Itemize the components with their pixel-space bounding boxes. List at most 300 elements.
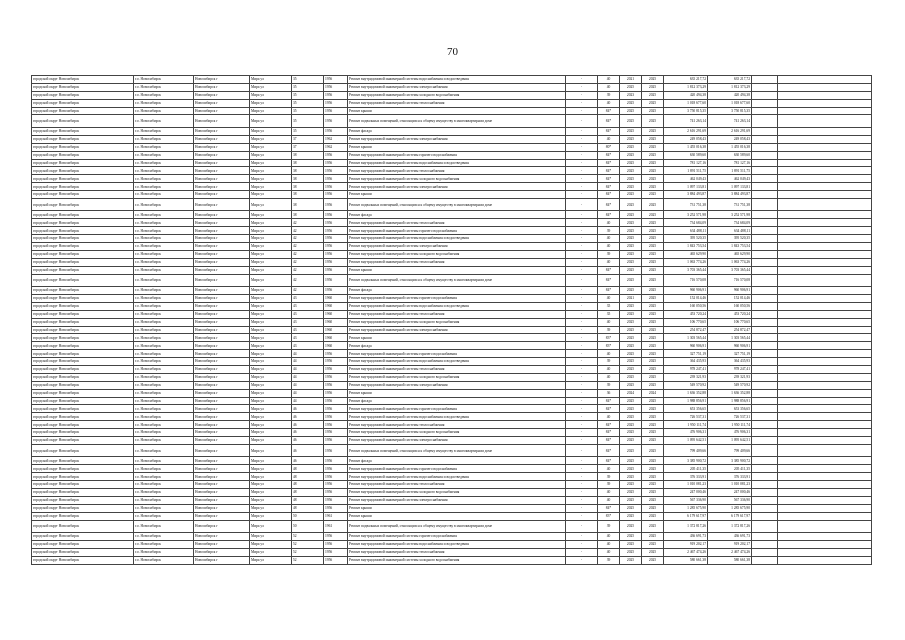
street-cell: Мира ул [250, 358, 292, 366]
municipality-cell: городской округ Новосибирск [32, 548, 134, 556]
district-cell: г.о. Новосибирск [134, 342, 194, 350]
municipality-cell: городской округ Новосибирск [32, 127, 134, 135]
term-cell: 39 [598, 358, 620, 366]
table-row [32, 444, 872, 457]
extra-cell-b [778, 250, 872, 258]
district-cell: г.о. Новосибирск [134, 381, 194, 389]
house-cell: 43 [292, 318, 324, 326]
term-cell: 40 [598, 533, 620, 541]
street-cell: Мира ул [250, 198, 292, 211]
house-cell: 38 [292, 191, 324, 199]
district-cell: г.о. Новосибирск [134, 350, 194, 358]
district-cell: г.о. Новосибирск [134, 143, 194, 151]
extra-cell-a [752, 159, 778, 167]
district-cell: г.о. Новосибирск [134, 473, 194, 481]
house-cell: 52 [292, 540, 324, 548]
work-type-cell: Ремонт внутридомовой инженерной системы горячего водоснабжения [348, 465, 566, 473]
term-cell: 40 [598, 540, 620, 548]
municipality-cell: городской округ Новосибирск [32, 473, 134, 481]
dash-cell: - [566, 135, 598, 143]
street-cell: Мира ул [250, 135, 292, 143]
extra-cell-a [752, 437, 778, 445]
municipality-cell: городской округ Новосибирск [32, 250, 134, 258]
extra-cell-b [778, 310, 872, 318]
street-cell: Мира ул [250, 127, 292, 135]
year-to-cell: 2025 [642, 151, 664, 159]
extra-cell-b [778, 540, 872, 548]
municipality-cell: городской округ Новосибирск [32, 266, 134, 274]
year-built-cell: 1956 [324, 540, 348, 548]
district-cell: г.о. Новосибирск [134, 540, 194, 548]
district-cell: г.о. Новосибирск [134, 481, 194, 489]
year-from-cell: 2025 [620, 465, 642, 473]
extra-cell-b [778, 366, 872, 374]
table-row [32, 127, 872, 135]
cost-cell: 205 411,35 [664, 465, 708, 473]
municipality-cell: городской округ Новосибирск [32, 444, 134, 457]
district-cell: г.о. Новосибирск [134, 548, 194, 556]
term-cell: 84* [598, 107, 620, 115]
work-type-cell: Ремонт внутридомовой инженерной системы водоснабжения и водоотведения [348, 473, 566, 481]
extra-cell-a [752, 266, 778, 274]
city-cell: Новосибирск г [194, 556, 250, 564]
term-cell: 39 [598, 381, 620, 389]
cost-total-cell: 3 750 815,35 [708, 107, 752, 115]
street-cell: Мира ул [250, 318, 292, 326]
city-cell: Новосибирск г [194, 405, 250, 413]
term-cell: 84* [598, 457, 620, 465]
cost-total-cell: 978 247,41 [708, 366, 752, 374]
house-cell: 38 [292, 175, 324, 183]
cost-cell: 726 537,31 [664, 413, 708, 421]
cost-total-cell: 653 356,65 [708, 405, 752, 413]
house-cell: 46 [292, 444, 324, 457]
term-cell: 83* [598, 334, 620, 342]
extra-cell-b [778, 465, 872, 473]
year-built-cell: 1956 [324, 191, 348, 199]
year-from-cell: 2025 [620, 504, 642, 512]
term-cell: 84* [598, 191, 620, 199]
year-built-cell: 1960 [324, 310, 348, 318]
cost-cell: 376 333,91 [664, 473, 708, 481]
term-cell: 83* [598, 512, 620, 520]
table-row [32, 167, 872, 175]
year-built-cell: 1956 [324, 533, 348, 541]
extra-cell-b [778, 143, 872, 151]
year-to-cell: 2025 [642, 373, 664, 381]
street-cell: Мира ул [250, 287, 292, 295]
dash-cell: - [566, 437, 598, 445]
municipality-cell: городской округ Новосибирск [32, 91, 134, 99]
term-cell: 39 [598, 473, 620, 481]
work-type-cell: Ремонт подвальных помещений, относящихся к общему имуществу в многоквартирном доме [348, 198, 566, 211]
work-type-cell: Ремонт внутридомовой инженерной системы водоснабжения и водоотведения [348, 302, 566, 310]
dash-cell: - [566, 465, 598, 473]
cost-total-cell: 549 570,92 [708, 381, 752, 389]
extra-cell-b [778, 405, 872, 413]
district-cell: г.о. Новосибирск [134, 91, 194, 99]
city-cell: Новосибирск г [194, 99, 250, 107]
district-cell: г.о. Новосибирск [134, 465, 194, 473]
extra-cell-a [752, 481, 778, 489]
dash-cell: - [566, 310, 598, 318]
term-cell: 84* [598, 504, 620, 512]
year-from-cell: 2025 [620, 350, 642, 358]
city-cell: Новосибирск г [194, 115, 250, 128]
table-row [32, 266, 872, 274]
municipality-cell: городской округ Новосибирск [32, 405, 134, 413]
street-cell: Мира ул [250, 481, 292, 489]
table-row [32, 481, 872, 489]
work-type-cell: Ремонт внутридомовой инженерной системы теплоснабжения [348, 258, 566, 266]
work-type-cell: Ремонт внутридомовой инженерной системы холодного водоснабжения [348, 175, 566, 183]
dash-cell: - [566, 219, 598, 227]
cost-cell: 6 179 617,97 [664, 512, 708, 520]
extra-cell-b [778, 488, 872, 496]
house-cell: 35 [292, 99, 324, 107]
year-built-cell: 1956 [324, 83, 348, 91]
term-cell: 40 [598, 243, 620, 251]
municipality-cell: городской округ Новосибирск [32, 413, 134, 421]
house-cell: 42 [292, 258, 324, 266]
work-type-cell: Ремонт крыши [348, 389, 566, 397]
cost-total-cell: 476 906,31 [708, 429, 752, 437]
municipality-cell: городской округ Новосибирск [32, 76, 134, 84]
house-cell: 44 [292, 397, 324, 405]
year-from-cell: 2025 [620, 444, 642, 457]
year-to-cell: 2025 [642, 135, 664, 143]
year-to-cell: 2025 [642, 429, 664, 437]
year-from-cell: 2025 [620, 310, 642, 318]
year-from-cell: 2025 [620, 250, 642, 258]
municipality-cell: городской округ Новосибирск [32, 496, 134, 504]
district-cell: г.о. Новосибирск [134, 107, 194, 115]
dash-cell: - [566, 421, 598, 429]
cost-cell: 731 751,38 [664, 198, 708, 211]
extra-cell-a [752, 143, 778, 151]
year-from-cell: 2025 [620, 107, 642, 115]
extra-cell-a [752, 405, 778, 413]
year-from-cell: 2025 [620, 397, 642, 405]
extra-cell-a [752, 473, 778, 481]
dash-cell: - [566, 488, 598, 496]
street-cell: Мира ул [250, 83, 292, 91]
year-built-cell: 1956 [324, 413, 348, 421]
table-row [32, 310, 872, 318]
table-row [32, 227, 872, 235]
year-built-cell: 1956 [324, 504, 348, 512]
cost-total-cell: 960 906,91 [708, 342, 752, 350]
extra-cell-a [752, 457, 778, 465]
year-from-cell: 2025 [620, 175, 642, 183]
year-to-cell: 2025 [642, 258, 664, 266]
year-to-cell: 2025 [642, 405, 664, 413]
work-type-cell: Ремонт внутридомовой инженерной системы теплоснабжения [348, 219, 566, 227]
dash-cell: - [566, 556, 598, 564]
municipality-cell: городской округ Новосибирск [32, 350, 134, 358]
cost-total-cell: 960 906,91 [708, 287, 752, 295]
municipality-cell: городской округ Новосибирск [32, 556, 134, 564]
house-cell: 48 [292, 473, 324, 481]
house-cell: 38 [292, 183, 324, 191]
work-type-cell: Ремонт внутридомовой инженерной системы теплоснабжения [348, 366, 566, 374]
house-cell: 35 [292, 107, 324, 115]
cost-cell: 1 988 856,91 [664, 397, 708, 405]
house-cell: 42 [292, 287, 324, 295]
cost-cell: 2 616 291,69 [664, 127, 708, 135]
year-to-cell: 2025 [642, 481, 664, 489]
year-built-cell: 1960 [324, 334, 348, 342]
street-cell: Мира ул [250, 437, 292, 445]
city-cell: Новосибирск г [194, 533, 250, 541]
year-built-cell: 1956 [324, 219, 348, 227]
city-cell: Новосибирск г [194, 366, 250, 374]
year-built-cell: 1956 [324, 151, 348, 159]
cost-cell: 436 691,73 [664, 533, 708, 541]
year-from-cell: 2025 [620, 334, 642, 342]
year-to-cell: 2025 [642, 496, 664, 504]
extra-cell-a [752, 227, 778, 235]
cost-cell: 3 884 493,87 [664, 191, 708, 199]
year-built-cell: 1956 [324, 266, 348, 274]
work-type-cell: Ремонт внутридомовой инженерной системы электроснабжения [348, 437, 566, 445]
cost-total-cell: 799 409,66 [708, 444, 752, 457]
city-cell: Новосибирск г [194, 342, 250, 350]
year-built-cell: 1960 [324, 294, 348, 302]
cost-total-cell: 734 684,09 [708, 219, 752, 227]
term-cell: 39 [598, 326, 620, 334]
district-cell: г.о. Новосибирск [134, 76, 194, 84]
municipality-cell: городской округ Новосибирск [32, 99, 134, 107]
extra-cell-b [778, 151, 872, 159]
year-built-cell: 1961 [324, 520, 348, 533]
extra-cell-a [752, 287, 778, 295]
dash-cell: - [566, 258, 598, 266]
house-cell: 52 [292, 533, 324, 541]
extra-cell-b [778, 533, 872, 541]
cost-total-cell: 239 321,93 [708, 373, 752, 381]
street-cell: Мира ул [250, 250, 292, 258]
year-to-cell: 2025 [642, 310, 664, 318]
work-type-cell: Ремонт подвальных помещений, относящихся к общему имуществу в многоквартирном доме [348, 274, 566, 287]
work-type-cell: Ремонт крыши [348, 266, 566, 274]
table-row [32, 287, 872, 295]
city-cell: Новосибирск г [194, 548, 250, 556]
district-cell: г.о. Новосибирск [134, 366, 194, 374]
dash-cell: - [566, 235, 598, 243]
extra-cell-b [778, 473, 872, 481]
city-cell: Новосибирск г [194, 302, 250, 310]
municipality-cell: городской округ Новосибирск [32, 167, 134, 175]
term-cell: 40 [598, 99, 620, 107]
extra-cell-b [778, 115, 872, 128]
city-cell: Новосибирск г [194, 107, 250, 115]
year-from-cell: 2025 [620, 548, 642, 556]
house-cell: 44 [292, 350, 324, 358]
house-cell: 38 [292, 198, 324, 211]
table-row [32, 548, 872, 556]
extra-cell-b [778, 496, 872, 504]
street-cell: Мира ул [250, 302, 292, 310]
work-type-cell: Ремонт внутридомовой инженерной системы холодного водоснабжения [348, 318, 566, 326]
work-type-cell: Ремонт внутридомовой инженерной системы холодного водоснабжения [348, 91, 566, 99]
extra-cell-b [778, 183, 872, 191]
municipality-cell: городской округ Новосибирск [32, 504, 134, 512]
year-to-cell: 2025 [642, 76, 664, 84]
cost-total-cell: 160 050,56 [708, 302, 752, 310]
house-cell: 42 [292, 274, 324, 287]
house-cell: 52 [292, 556, 324, 564]
year-from-cell: 2025 [620, 496, 642, 504]
extra-cell-b [778, 99, 872, 107]
year-to-cell: 2025 [642, 183, 664, 191]
table-row [32, 99, 872, 107]
house-cell: 43 [292, 342, 324, 350]
work-type-cell: Ремонт внутридомовой инженерной системы электроснабжения [348, 83, 566, 91]
extra-cell-b [778, 504, 872, 512]
year-from-cell: 2025 [620, 473, 642, 481]
cost-total-cell: 2 467 474,26 [708, 548, 752, 556]
work-type-cell: Ремонт внутридомовой инженерной системы электроснабжения [348, 183, 566, 191]
year-built-cell: 1956 [324, 397, 348, 405]
city-cell: Новосибирск г [194, 373, 250, 381]
term-cell: 84* [598, 397, 620, 405]
district-cell: г.о. Новосибирск [134, 287, 194, 295]
district-cell: г.о. Новосибирск [134, 397, 194, 405]
city-cell: Новосибирск г [194, 381, 250, 389]
street-cell: Мира ул [250, 366, 292, 374]
year-built-cell: 1956 [324, 366, 348, 374]
extra-cell-b [778, 318, 872, 326]
district-cell: г.о. Новосибирск [134, 326, 194, 334]
city-cell: Новосибирск г [194, 266, 250, 274]
table-row [32, 211, 872, 219]
year-from-cell: 2025 [620, 183, 642, 191]
term-cell: 40 [598, 373, 620, 381]
work-type-cell: Ремонт подвальных помещений, относящихся к общему имуществу в многоквартирном доме [348, 115, 566, 128]
dash-cell: - [566, 381, 598, 389]
cost-total-cell: 1 372 817,26 [708, 520, 752, 533]
table-row [32, 294, 872, 302]
district-cell: г.о. Новосибирск [134, 389, 194, 397]
cost-total-cell: 919 202,17 [708, 540, 752, 548]
street-cell: Мира ул [250, 488, 292, 496]
district-cell: г.о. Новосибирск [134, 358, 194, 366]
dash-cell: - [566, 159, 598, 167]
year-built-cell: 1956 [324, 465, 348, 473]
street-cell: Мира ул [250, 91, 292, 99]
street-cell: Мира ул [250, 405, 292, 413]
dash-cell: - [566, 548, 598, 556]
district-cell: г.о. Новосибирск [134, 274, 194, 287]
street-cell: Мира ул [250, 115, 292, 128]
year-built-cell: 1956 [324, 457, 348, 465]
work-type-cell: Ремонт внутридомовой инженерной системы холодного водоснабжения [348, 373, 566, 381]
year-from-cell: 2025 [620, 287, 642, 295]
year-to-cell: 2025 [642, 235, 664, 243]
extra-cell-a [752, 135, 778, 143]
year-from-cell: 2025 [620, 302, 642, 310]
table-row [32, 413, 872, 421]
term-cell: 84* [598, 274, 620, 287]
municipality-cell: городской округ Новосибирск [32, 135, 134, 143]
year-from-cell: 2025 [620, 151, 642, 159]
cost-cell: 160 050,56 [664, 302, 708, 310]
extra-cell-a [752, 91, 778, 99]
street-cell: Мира ул [250, 350, 292, 358]
dash-cell: - [566, 83, 598, 91]
house-cell: 38 [292, 211, 324, 219]
extra-cell-b [778, 127, 872, 135]
table-row [32, 151, 872, 159]
dash-cell: - [566, 520, 598, 533]
dash-cell: - [566, 302, 598, 310]
street-cell: Мира ул [250, 533, 292, 541]
table-row [32, 107, 872, 115]
extra-cell-b [778, 457, 872, 465]
cost-total-cell: 1 950 111,74 [708, 421, 752, 429]
dash-cell: - [566, 473, 598, 481]
term-cell: 84* [598, 175, 620, 183]
cost-cell: 634 488,11 [664, 227, 708, 235]
year-to-cell: 2025 [642, 83, 664, 91]
year-built-cell: 1956 [324, 107, 348, 115]
house-cell: 46 [292, 437, 324, 445]
city-cell: Новосибирск г [194, 389, 250, 397]
extra-cell-a [752, 366, 778, 374]
municipality-cell: городской округ Новосибирск [32, 198, 134, 211]
term-cell: 39 [598, 227, 620, 235]
extra-cell-a [752, 83, 778, 91]
municipality-cell: городской округ Новосибирск [32, 302, 134, 310]
year-from-cell: 2025 [620, 198, 642, 211]
district-cell: г.о. Новосибирск [134, 533, 194, 541]
dash-cell: - [566, 243, 598, 251]
extra-cell-a [752, 211, 778, 219]
extra-cell-a [752, 533, 778, 541]
municipality-cell: городской округ Новосибирск [32, 481, 134, 489]
year-to-cell: 2025 [642, 413, 664, 421]
table-row [32, 274, 872, 287]
district-cell: г.о. Новосибирск [134, 373, 194, 381]
cost-cell: 453 720,24 [664, 310, 708, 318]
extra-cell-b [778, 358, 872, 366]
house-cell: 42 [292, 219, 324, 227]
street-cell: Мира ул [250, 183, 292, 191]
work-type-cell: Ремонт внутридомовой инженерной системы электроснабжения [348, 381, 566, 389]
year-from-cell: 2025 [620, 115, 642, 128]
house-cell: 37 [292, 135, 324, 143]
cost-total-cell: 462 049,43 [708, 175, 752, 183]
work-type-cell: Ремонт внутридомовой инженерной системы теплоснабжения [348, 548, 566, 556]
cost-total-cell: 3 703 365,44 [708, 266, 752, 274]
city-cell: Новосибирск г [194, 437, 250, 445]
year-built-cell: 1956 [324, 175, 348, 183]
cost-cell: 3 252 571,98 [664, 211, 708, 219]
cost-total-cell: 152 014,46 [708, 294, 752, 302]
year-built-cell: 1956 [324, 250, 348, 258]
street-cell: Мира ул [250, 175, 292, 183]
cost-cell: 462 049,43 [664, 175, 708, 183]
street-cell: Мира ул [250, 107, 292, 115]
extra-cell-a [752, 115, 778, 128]
district-cell: г.о. Новосибирск [134, 421, 194, 429]
year-to-cell: 2025 [642, 115, 664, 128]
table-row [32, 381, 872, 389]
extra-cell-b [778, 266, 872, 274]
district-cell: г.о. Новосибирск [134, 167, 194, 175]
work-type-cell: Ремонт фасада [348, 127, 566, 135]
